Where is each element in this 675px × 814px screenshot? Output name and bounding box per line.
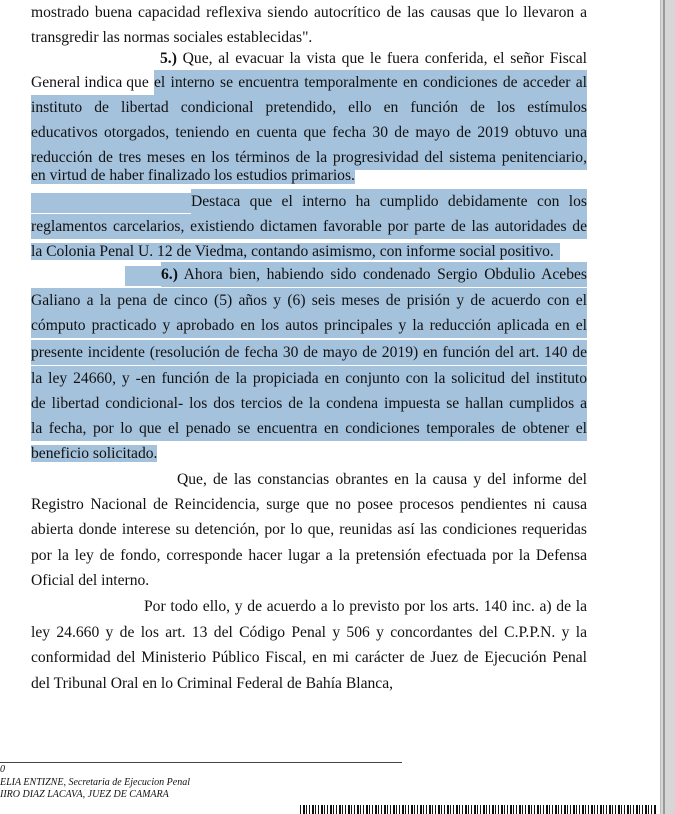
highlighted-text: Galiano a la pena de cinco (5) años y (6) seis meses de prisión y de acuerdo con el (31, 288, 587, 313)
text-line (31, 239, 587, 264)
text-line (31, 120, 587, 145)
text-line (191, 189, 587, 214)
text-span: General indica que (31, 74, 149, 91)
highlight-indent (31, 193, 191, 213)
highlighted-text: Destaca que el interno ha cumplido debidamente con los (191, 189, 587, 214)
highlighted-text: reglamentos carcelarios, existiendo dictamen favorable por parte de las autoridades de (31, 214, 587, 239)
text-line: transgredir las normas sociales establecidas". (31, 29, 313, 46)
text-line (31, 70, 587, 95)
highlighted-text: la fecha, por lo que el penado se encuentra en condiciones temporales de obtener el (31, 416, 587, 441)
window-scrollbar[interactable] (660, 0, 675, 814)
highlighted-text: beneficio solicitado. (31, 445, 158, 462)
text-line (31, 340, 587, 365)
highlighted-text: la Colonia Penal U. 12 de Viedma, contando asimismo, con informe social positivo. (31, 243, 560, 260)
text-line: por la ley de fondo, corresponde hacer lugar a la pretensión efectuada por la Defensa (31, 547, 587, 564)
highlighted-text: el interno se encuentra temporalmente en condiciones de acceder al (154, 70, 587, 95)
text-line: abierta donde interese su detención, por lo que, reunidas así las condiciones requeridas (31, 521, 587, 538)
highlighted-text: presente incidente (resolución de fecha 30 de mayo de 2019) en función del art. 140 de (31, 340, 587, 365)
highlight-indent (125, 266, 161, 286)
text-line (31, 391, 587, 416)
section-number: 6.) (161, 266, 178, 283)
text-line (31, 214, 587, 239)
text-line: Registro Nacional de Reincidencia, surge que no posee procesos pendientes ni causa (31, 496, 587, 513)
footer-signer-2: IIRO DIAZ LACAVA, JUEZ DE CAMARA (0, 789, 169, 800)
scrollbar-edge (663, 0, 665, 814)
text-line (31, 313, 587, 338)
text-line: mostrado buena capacidad reflexiva siendo autocrítico de las causas que lo llevaron a (31, 4, 587, 21)
highlighted-text: la ley 24660, y -en función de la propiciada en conjunto con la solicitud del instituto (31, 366, 587, 391)
text-line (31, 288, 587, 313)
signature-rule (0, 762, 402, 763)
footer-signer-1: ELIA ENTIZNE, Secretaria de Ejecucion Penal (0, 777, 190, 788)
footer-note: 0 (0, 764, 5, 775)
section-number: 5.) (160, 50, 177, 67)
text-line: ley 24.660 y de los art. 13 del Código Penal y 506 y concordantes del C.P.P.N. y la (31, 624, 587, 641)
highlighted-text: de libertad condicional- los dos tercios de la condena impuesta se hallan cumplidos a (31, 391, 587, 416)
highlighted-text: educativos otorgados, teniendo en cuenta que fecha 30 de mayo de 2019 obtuvo una (31, 120, 587, 145)
text-line (31, 366, 587, 391)
highlighted-text: en virtud de haber finalizado los estudios primarios. (31, 167, 355, 184)
text-line (161, 262, 587, 287)
text-line (31, 163, 587, 188)
highlighted-text: reducción de tres meses en los términos de la progresividad del sistema penitenciario, (31, 145, 587, 170)
text-line (31, 441, 587, 466)
highlighted-text: instituto de libertad condicional pretendido, ello en función de los estímulos (31, 95, 587, 120)
text-line (31, 95, 587, 120)
text-line: Por todo ello, y de acuerdo a lo previsto por los arts. 140 inc. a) de la (144, 598, 587, 615)
highlighted-text: cómputo practicado y aprobado en los autos principales y la reducción aplicada en el (31, 313, 587, 338)
text-line: conformidad del Ministerio Público Fiscal, en mi carácter de Juez de Ejecución Penal (31, 649, 587, 666)
text-span: Que, al evacuar la vista que le fuera conferida, el señor Fiscal (182, 50, 587, 67)
highlighted-text: 6.) Ahora bien, habiendo sido condenado Sergio Obdulio Acebes (161, 262, 587, 287)
barcode (300, 805, 657, 814)
text-line: del Tribunal Oral en lo Criminal Federal de Bahía Blanca, (31, 675, 394, 692)
text-line: Que, de las constancias obrantes en la causa y del informe del (177, 471, 587, 488)
text-line: Oficial del interno. (31, 572, 150, 589)
text-line (160, 46, 587, 71)
text-line (31, 416, 587, 441)
